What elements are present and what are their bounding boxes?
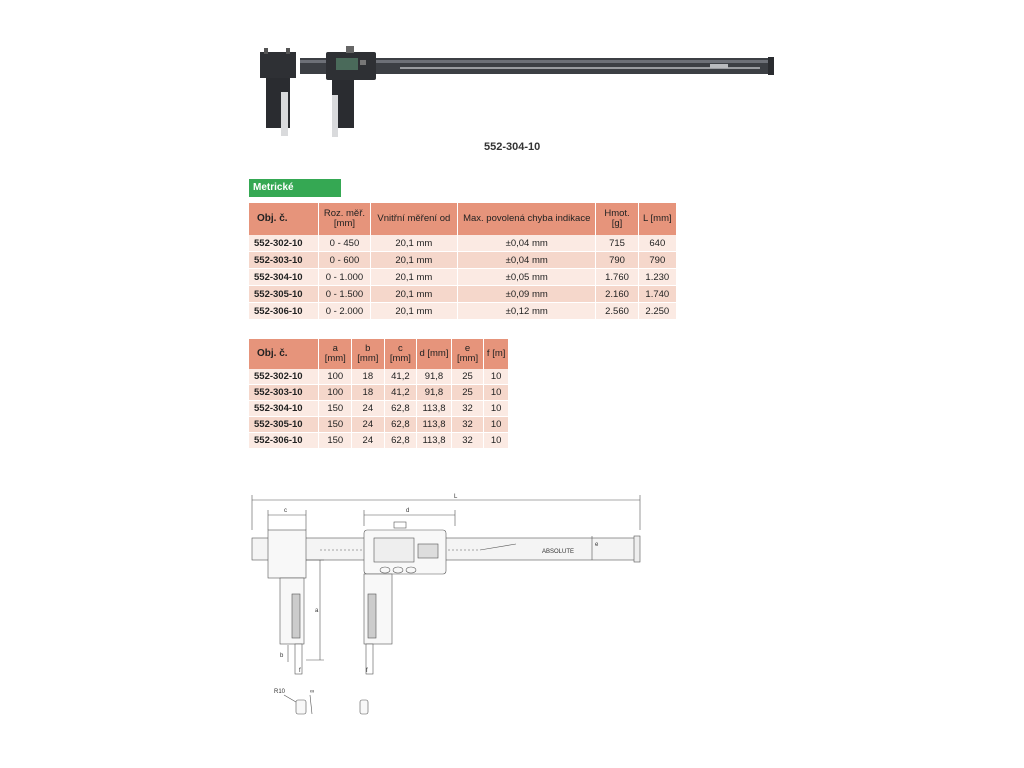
col-header-inside-measurement: Vnitřní měření od xyxy=(370,203,457,235)
table-row xyxy=(249,369,509,385)
cell-error: ±0,12 mm xyxy=(458,303,596,320)
table-row xyxy=(249,252,677,269)
cell-f: 10 xyxy=(484,369,509,385)
col-header-a: a [mm] xyxy=(319,339,352,369)
cell-order-no: 552-303-10 xyxy=(249,385,319,401)
label-f-fixed: f xyxy=(299,668,301,674)
cell-b: 24 xyxy=(352,401,385,417)
cell-f: 10 xyxy=(484,401,509,417)
cell-weight: 790 xyxy=(596,252,638,269)
cell-a: 150 xyxy=(319,433,352,449)
cell-order-no: 552-302-10 xyxy=(249,369,319,385)
cell-a: 150 xyxy=(319,417,352,433)
cell-b: 24 xyxy=(352,417,385,433)
brand-label: ABSOLUTE xyxy=(542,549,575,555)
cell-order-no: 552-302-10 xyxy=(249,235,319,252)
cell-order-no: 552-305-10 xyxy=(249,417,319,433)
cell-order-no: 552-303-10 xyxy=(249,252,319,269)
col-header-b: b [mm] xyxy=(352,339,385,369)
product-code-caption: 552-304-10 xyxy=(484,141,541,153)
cell-range: 0 - 600 xyxy=(319,252,370,269)
cell-e: 25 xyxy=(451,385,484,401)
label-b: b xyxy=(280,653,284,659)
technical-drawing xyxy=(240,490,650,725)
cell-e: 32 xyxy=(451,401,484,417)
cell-range: 0 - 450 xyxy=(319,235,370,252)
label-d: d xyxy=(406,508,410,514)
cell-d: 91,8 xyxy=(417,369,452,385)
cell-length: 1.740 xyxy=(638,286,676,303)
cell-range: 0 - 1.000 xyxy=(319,269,370,286)
cell-d: 91,8 xyxy=(417,385,452,401)
cell-range: 0 - 2.000 xyxy=(319,303,370,320)
cell-order-no: 552-304-10 xyxy=(249,269,319,286)
label-a: a xyxy=(315,608,319,614)
cell-inside: 20,1 mm xyxy=(370,286,457,303)
cell-d: 113,8 xyxy=(417,433,452,449)
cell-weight: 2.160 xyxy=(596,286,638,303)
label-c: c xyxy=(284,508,287,514)
label-r10: R10 xyxy=(274,689,286,695)
cell-range: 0 - 1.500 xyxy=(319,286,370,303)
cell-error: ±0,04 mm xyxy=(458,235,596,252)
table-row xyxy=(249,286,677,303)
cell-b: 24 xyxy=(352,433,385,449)
table-row xyxy=(249,235,677,252)
cell-order-no: 552-304-10 xyxy=(249,401,319,417)
cell-c: 62,8 xyxy=(384,433,417,449)
cell-error: ±0,09 mm xyxy=(458,286,596,303)
cell-a: 100 xyxy=(319,369,352,385)
cell-order-no: 552-305-10 xyxy=(249,286,319,303)
col-header-range: Roz. měř. [mm] xyxy=(319,203,370,235)
col-header-order-no: Obj. č. xyxy=(249,203,319,235)
cell-length: 640 xyxy=(638,235,676,252)
cell-a: 100 xyxy=(319,385,352,401)
label-L: L xyxy=(454,494,458,500)
label-e: e xyxy=(595,542,599,548)
table-header-row xyxy=(249,203,677,235)
table-row xyxy=(249,269,677,286)
col-header-c: c [mm] xyxy=(384,339,417,369)
cell-e: 25 xyxy=(451,369,484,385)
col-header-f: f [m] xyxy=(484,339,509,369)
table-row xyxy=(249,433,509,449)
section-tag-metric: Metrické xyxy=(249,179,341,197)
cell-weight: 1.760 xyxy=(596,269,638,286)
col-header-e: e [mm] xyxy=(451,339,484,369)
table-header-row xyxy=(249,339,509,369)
cell-c: 62,8 xyxy=(384,401,417,417)
cell-inside: 20,1 mm xyxy=(370,252,457,269)
col-header-length: L [mm] xyxy=(638,203,676,235)
col-header-d: d [mm] xyxy=(417,339,452,369)
table-row xyxy=(249,417,509,433)
cell-length: 1.230 xyxy=(638,269,676,286)
label-infinity: ∞ xyxy=(310,689,315,695)
label-f-slider: f xyxy=(366,668,368,674)
cell-f: 10 xyxy=(484,385,509,401)
cell-order-no: 552-306-10 xyxy=(249,433,319,449)
cell-inside: 20,1 mm xyxy=(370,303,457,320)
cell-f: 10 xyxy=(484,417,509,433)
col-header-max-error: Max. povolená chyba indikace xyxy=(458,203,596,235)
cell-a: 150 xyxy=(319,401,352,417)
cell-error: ±0,05 mm xyxy=(458,269,596,286)
cell-b: 18 xyxy=(352,369,385,385)
cell-inside: 20,1 mm xyxy=(370,235,457,252)
cell-error: ±0,04 mm xyxy=(458,252,596,269)
cell-length: 790 xyxy=(638,252,676,269)
cell-c: 62,8 xyxy=(384,417,417,433)
cell-f: 10 xyxy=(484,433,509,449)
spec-table-main xyxy=(249,203,677,320)
cell-b: 18 xyxy=(352,385,385,401)
col-header-order-no: Obj. č. xyxy=(249,339,319,369)
cell-d: 113,8 xyxy=(417,417,452,433)
cell-e: 32 xyxy=(451,433,484,449)
cell-weight: 715 xyxy=(596,235,638,252)
col-header-weight: Hmot. [g] xyxy=(596,203,638,235)
cell-d: 113,8 xyxy=(417,401,452,417)
table-row xyxy=(249,385,509,401)
dimension-table xyxy=(249,339,509,449)
cell-order-no: 552-306-10 xyxy=(249,303,319,320)
table-row xyxy=(249,303,677,320)
table-row xyxy=(249,401,509,417)
caliper-photo xyxy=(240,40,785,142)
cell-c: 41,2 xyxy=(384,385,417,401)
cell-length: 2.250 xyxy=(638,303,676,320)
cell-weight: 2.560 xyxy=(596,303,638,320)
cell-c: 41,2 xyxy=(384,369,417,385)
cell-e: 32 xyxy=(451,417,484,433)
cell-inside: 20,1 mm xyxy=(370,269,457,286)
